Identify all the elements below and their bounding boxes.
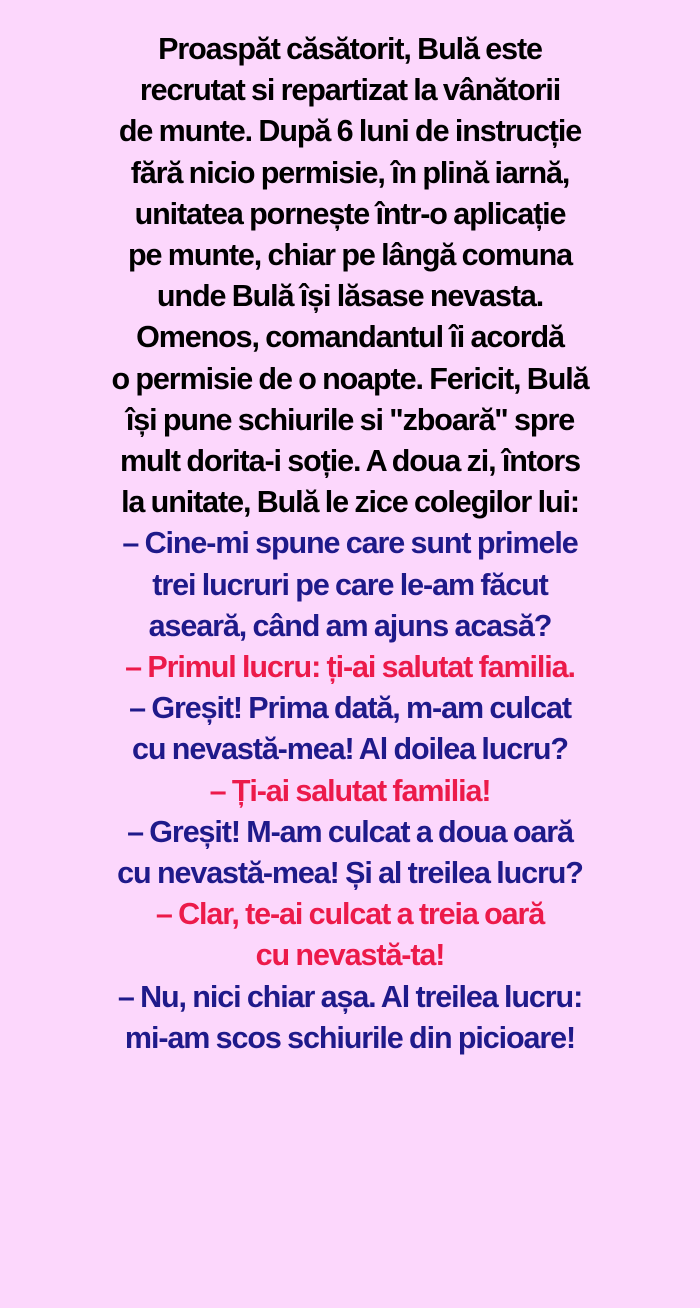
- dialogue-line-bula: – Nu, nici chiar așa. Al treilea lucru:: [117, 979, 583, 1014]
- joke-line-narration: mult dorita-i soție. A doua zi, întors: [120, 444, 580, 479]
- joke-line-narration: unitatea pornește într-o aplicație: [134, 196, 566, 231]
- joke-line-narration: unde Bulă își lăsase nevasta.: [156, 279, 544, 314]
- dialogue-line-bula: trei lucruri pe care le-am făcut: [152, 567, 548, 602]
- joke-line-narration: la unitate, Bulă le zice colegilor lui:: [121, 485, 579, 520]
- dialogue-line-bula: mi-am scos schiurile din picioare!: [124, 1020, 576, 1055]
- dialogue-line-colleague: – Clar, te-ai culcat a treia oară: [155, 897, 545, 932]
- joke-line-narration: își pune schiurile si "zboară" spre: [125, 402, 575, 437]
- dialogue-line-bula: – Greșit! M-am culcat a doua oară: [127, 814, 573, 849]
- dialogue-line-bula: aseară, când am ajuns acasă?: [148, 608, 552, 643]
- joke-line-narration: Omenos, comandantul îi acordă: [136, 320, 564, 355]
- joke-line-narration: recrutat si repartizat la vânătorii: [139, 73, 561, 108]
- joke-line-narration: o permisie de o noapte. Fericit, Bulă: [111, 361, 589, 396]
- joke-line-narration: fără nicio permisie, în plină iarnă,: [130, 155, 570, 190]
- joke-text: [0, 29, 700, 1059]
- dialogue-line-bula: cu nevastă-mea! Al doilea lucru?: [132, 732, 568, 767]
- dialogue-line-colleague: cu nevastă-ta!: [255, 938, 445, 973]
- dialogue-line-bula: cu nevastă-mea! Și al treilea lucru?: [117, 856, 583, 891]
- joke-line-narration: Proaspăt căsătorit, Bulă este: [158, 32, 542, 66]
- dialogue-line-colleague: – Ți-ai salutat familia!: [209, 773, 491, 808]
- dialogue-line-bula: – Greșit! Prima dată, m-am culcat: [129, 691, 571, 726]
- dialogue-line-colleague: – Primul lucru: ți-ai salutat familia.: [125, 650, 575, 685]
- joke-line-narration: de munte. După 6 luni de instrucție: [118, 114, 582, 149]
- dialogue-line-bula: – Cine-mi spune care sunt primele: [122, 526, 578, 561]
- joke-line-narration: pe munte, chiar pe lângă comuna: [128, 238, 572, 273]
